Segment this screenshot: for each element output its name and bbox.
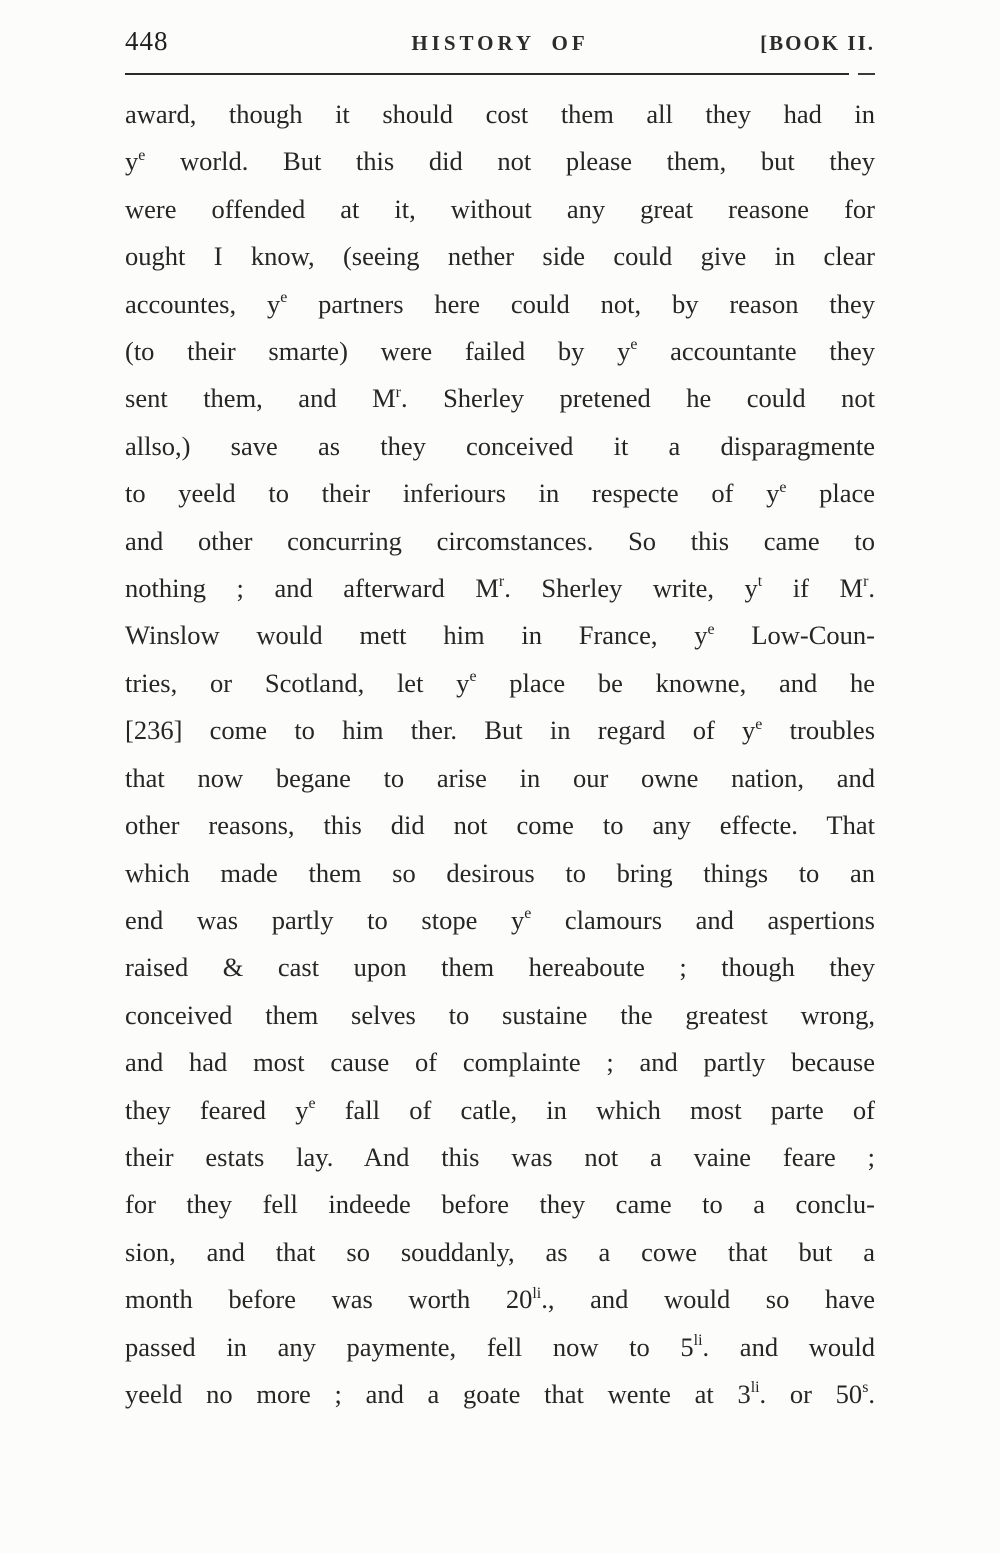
text-line: award, though it should cost them all they had in <box>125 99 875 129</box>
superscript: e <box>755 715 763 733</box>
text-line: to yeeld to their inferiours in respecte of $y^e$ place <box>125 478 875 509</box>
superscript: r <box>395 383 401 401</box>
header-rule-dash <box>858 73 875 75</box>
header-rule-line <box>125 73 849 75</box>
text-line: their estats lay. And this was not a vaine feare ; <box>125 1141 875 1172</box>
page-number: 448 <box>125 26 169 56</box>
text-line: nothing ; and afterward $M^r$. Sherley write, $y^t$ if $M^r$. <box>125 573 875 604</box>
text-line: which made them so desirous to bring things to an <box>125 857 875 888</box>
superscript: e <box>308 1094 316 1112</box>
text-line: sent them, and $M^r$. Sherley pretened he could not <box>125 383 876 414</box>
text-line: tries, or Scotland, let $y^e$ place be knowne, and he <box>125 667 875 698</box>
text-line: for they fell indeede before they came to a conclu- <box>125 1189 875 1220</box>
header-rule <box>125 73 875 75</box>
text-line: sion, and that so souddanly, as a cowe that but a <box>125 1236 875 1267</box>
text-line: [236] come to him ther. But in regard of $y^e$ troubles <box>125 715 876 746</box>
text-line: other reasons, this did not come to any effecte. That <box>125 810 875 841</box>
superscript: li <box>693 1331 703 1349</box>
superscript: t <box>757 573 763 591</box>
superscript: s <box>862 1379 869 1397</box>
text-line: raised & cast upon them hereaboute ; though they <box>125 952 875 983</box>
superscript: e <box>524 905 532 923</box>
text-line: and other concurring circomstances. So this came to <box>125 525 875 556</box>
superscript: e <box>779 478 787 496</box>
text-line: passed in any paymente, fell now to $5^{li}$. and would <box>125 1331 875 1362</box>
text-line: ought I know, (seeing nether side could give in clear <box>125 241 875 272</box>
text-line: Winslow would mett him in France, $y^e$ Low-Coun- <box>125 620 875 651</box>
text-line: $y^e$ world. But this did not please them, but they <box>125 146 875 177</box>
text-line: allso,) save as they conceived it a disparagmente <box>125 430 875 461</box>
superscript: li <box>750 1379 760 1397</box>
text-line: accountes, $y^e$ partners here could not, by reason they <box>125 288 875 319</box>
text-line: were offended at it, without any great reasone for <box>125 193 875 224</box>
text-line: (to their smarte) were failed by $y^e$ accountante they <box>125 336 875 367</box>
superscript: e <box>280 289 288 307</box>
superscript: e <box>469 668 477 686</box>
superscript: e <box>630 336 638 354</box>
text-line: that now begane to arise in our owne nation, and <box>125 762 875 793</box>
running-title: HISTORY OF <box>411 31 589 55</box>
superscript: r <box>863 573 869 591</box>
text-line: conceived them selves to sustaine the greatest wrong, <box>125 999 875 1030</box>
text-line: they feared $y^e$ fall of catle, in which most parte of <box>125 1094 875 1125</box>
text-line: month before was worth $20^{li}$., and would so have <box>125 1284 875 1315</box>
page-body <box>125 91 875 1418</box>
text-line: yeeld no more ; and a goate that wente at $3^{li}$. or 50$^s$. <box>125 1378 875 1409</box>
superscript: e <box>138 146 146 164</box>
superscript: li <box>532 1284 542 1302</box>
text-line: and had most cause of complainte ; and partly because <box>125 1047 875 1078</box>
text-line: end was partly to stope $y^e$ clamours and aspertions <box>125 904 875 935</box>
superscript: r <box>498 573 505 591</box>
superscript: e <box>707 620 715 638</box>
book-label: [BOOK II. <box>760 31 875 55</box>
page-header <box>125 26 875 64</box>
